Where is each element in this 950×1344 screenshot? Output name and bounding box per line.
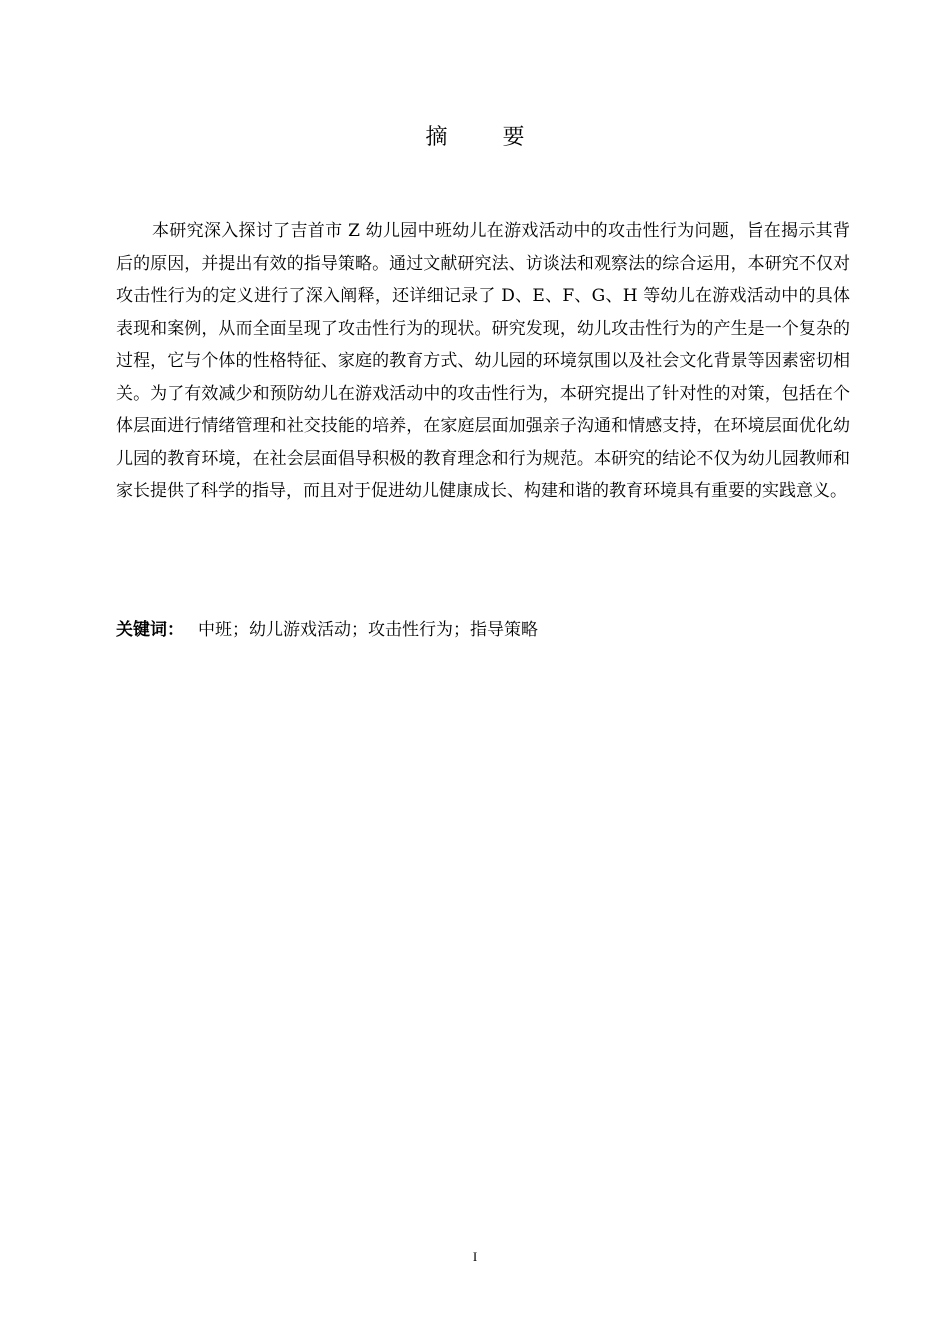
abstract-title: 摘 要 <box>425 125 549 150</box>
page-number: I <box>472 1249 478 1264</box>
abstract-paragraph: 本研究深入探讨了吉首市 Z 幼儿园中班幼儿在游戏活动中的攻击性行为问题，旨在揭示其背后的原因，并提出有效的指导策略。通过文献研究法、访谈法和观察法的综合运用，本研究不仅对攻击性行为的定义进行了深入阐释，还详细记录了 D、E、F、G、H 等幼儿在游戏活动中的具体表现和案例，从而全面呈现了攻击性行为的现状。研究发现，幼儿攻击性行为的产生是一个复杂的过程，它与个体的性格特征、家庭的教育方式、幼儿园的环境氛围以及社会文化背景等因素密切相关。为了有效减少和预防幼儿在游戏活动中的攻击性行为，本研究提出了针对性的对策，包括在个体层面进行情绪管理和社交技能的培养，在家庭层面加强亲子沟通和情感支持，在环境层面优化幼儿园的教育环境，在社会层面倡导积极的教育理念和行为规范。本研究的结论不仅为幼儿园教师和家长提供了科学的指导，而且对于促进幼儿健康成长、构建和谐的教育环境具有重要的实践意义。 <box>116 221 850 501</box>
keywords-value: 中班；幼儿游戏活动；攻击性行为；指导策略 <box>198 620 538 640</box>
keywords-line <box>116 615 850 645</box>
keywords-label: 关键词： <box>116 620 184 640</box>
